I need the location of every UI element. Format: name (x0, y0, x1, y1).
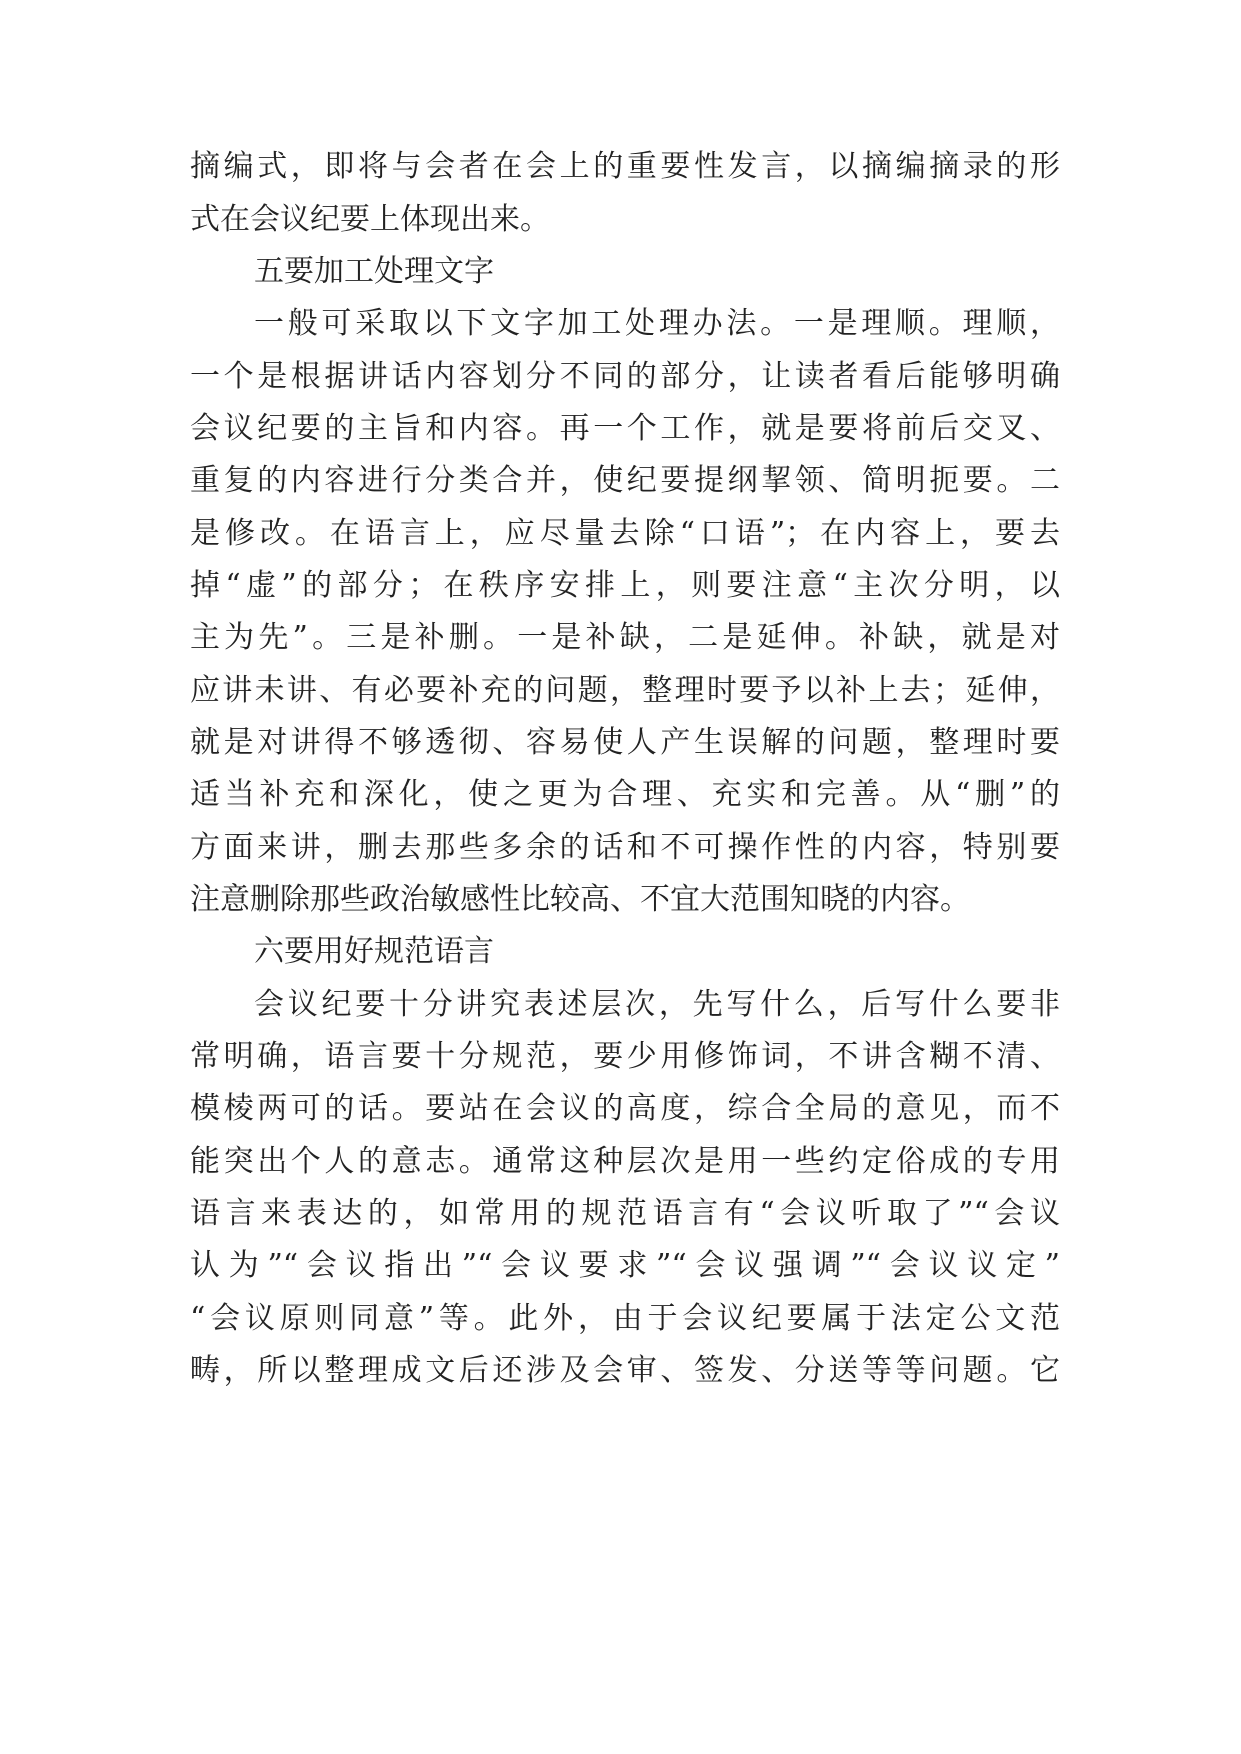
text-line: 会议纪要的主旨和内容。再一个工作，就是要将前后交叉、 (190, 411, 1060, 446)
text-line: 方面来讲，删去那些多余的话和不可操作性的内容，特别要 (190, 830, 1060, 865)
text-line: 能突出个人的意志。通常这种层次是用一些约定俗成的专用 (190, 1144, 1060, 1179)
text-line: 一个是根据讲话内容划分不同的部分，让读者看后能够明确 (190, 359, 1060, 394)
text-line: “会议原则同意”等。此外，由于会议纪要属于法定公文范 (190, 1301, 1060, 1336)
text-line: 模棱两可的话。要站在会议的高度，综合全局的意见，而不 (190, 1091, 1060, 1126)
text-line: 就是对讲得不够透彻、容易使人产生误解的问题，整理时要 (190, 725, 1060, 760)
text-line: 适当补充和深化，使之更为合理、充实和完善。从“删”的 (190, 777, 1060, 812)
text-line: 一般可采取以下文字加工处理办法。一是理顺。理顺， (254, 306, 1060, 341)
text-line: 主为先”。三是补删。一是补缺，二是延伸。补缺，就是对 (190, 620, 1060, 655)
text-line: 常明确，语言要十分规范，要少用修饰词，不讲含糊不清、 (190, 1039, 1060, 1074)
section-heading: 五要加工处理文字 (254, 254, 494, 289)
text-line: 注意删除那些政治敏感性比较高、不宜大范围知晓的内容。 (190, 882, 970, 917)
text-line: 式在会议纪要上体现出来。 (190, 202, 550, 237)
text-line: 畴，所以整理成文后还涉及会审、签发、分送等等问题。它 (190, 1353, 1060, 1388)
text-line: 掉“虚”的部分；在秩序安排上，则要注意“主次分明，以 (190, 568, 1060, 603)
section-heading: 六要用好规范语言 (254, 934, 494, 969)
text-line: 认为”“会议指出”“会议要求”“会议强调”“会议议定” (190, 1248, 1060, 1283)
text-line: 会议纪要十分讲究表述层次，先写什么，后写什么要非 (254, 987, 1060, 1022)
text-line: 重复的内容进行分类合并，使纪要提纲挈领、简明扼要。二 (190, 463, 1060, 498)
text-line: 语言来表达的，如常用的规范语言有“会议听取了”“会议 (190, 1196, 1060, 1231)
text-line: 摘编式，即将与会者在会上的重要性发言，以摘编摘录的形 (190, 149, 1060, 184)
text-line: 是修改。在语言上，应尽量去除“口语”；在内容上，要去 (190, 516, 1060, 551)
text-line: 应讲未讲、有必要补充的问题，整理时要予以补上去；延伸， (190, 673, 1060, 708)
